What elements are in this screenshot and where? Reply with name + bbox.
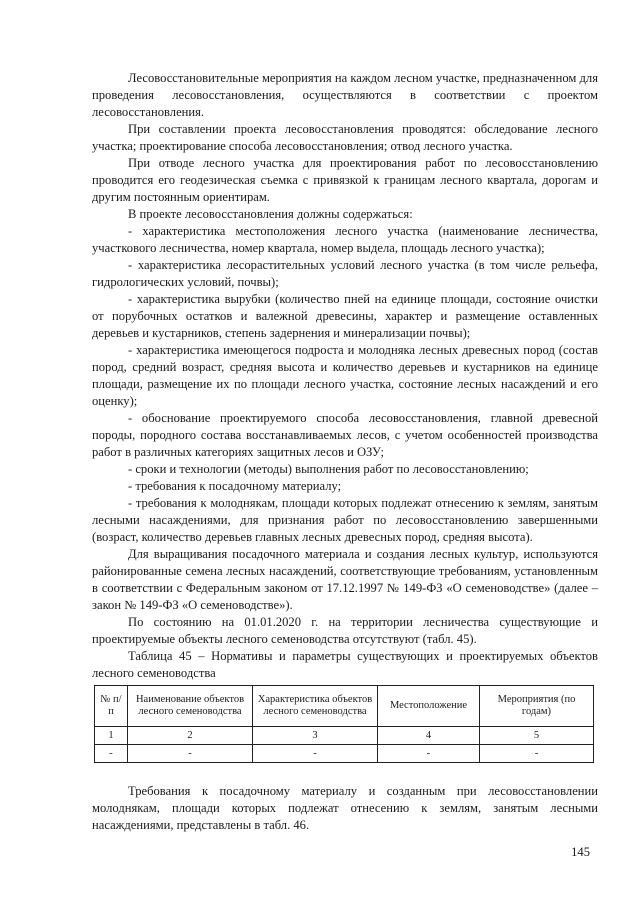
list-item: - требования к молоднякам, площади которых подлежат отнесению к землям, занятым лесными насаждениями, для признания работ по лесовосстановлению завершенными (возраст, количество деревьев главных лесных древесных пород, средняя высота). — [92, 496, 598, 544]
seed-objects-table — [94, 685, 594, 763]
header-location: Местоположение — [378, 686, 480, 727]
table-cell: - — [480, 745, 594, 763]
paragraph-seeds: Для выращивания посадочного материала и создания лесных культур, используются районированные семена лесных насаждений, соответствующие требованиям, установленным в соответствии с Федеральным законом от 17.12.1997 № 149-ФЗ «О семеноводстве» (далее – закон № 149-ФЗ «О семеноводстве»). — [92, 547, 598, 612]
list-item: - характеристика имеющегося подроста и молодняка лесных древесных пород (состав пород, средний возраст, средняя высота и количество деревьев и кустарников на единице площади, размещение их по площади лесного участка, состояние лесных насаждений и его оценку); — [92, 343, 598, 408]
document-page — [92, 70, 598, 834]
paragraph-allotment: При отводе лесного участка для проектирования работ по лесовосстановлению проводится его геодезическая съемка с привязкой к границам лесного квартала, дорогам и другим постоянным ориентирам. — [92, 156, 598, 204]
table-cell: 3 — [253, 727, 378, 745]
paragraph-status: По состоянию на 01.01.2020 г. на территории лесничества существующие и проектируемые объекты лесного семеноводства отсутствуют (табл. 45). — [92, 615, 598, 646]
table-header-row — [95, 686, 594, 727]
list-item: - характеристика лесорастительных условий лесного участка (в том числе рельефа, гидрологических условий, почвы); — [92, 258, 598, 289]
list-item: - сроки и технологии (методы) выполнения работ по лесовосстановлению; — [128, 462, 529, 476]
header-characteristics: Характеристика объектов лесного семеноводства — [253, 686, 378, 727]
header-object-name: Наименование объектов лесного семеноводства — [128, 686, 253, 727]
list-item: - обоснование проектируемого способа лесовосстановления, главной древесной породы, породного состава восстанавливаемых лесов, с учетом особенностей производства работ в различных категориях защитных лесов и ОЗУ; — [92, 411, 598, 459]
paragraph-closing: Требования к посадочному материалу и созданным при лесовосстановлении молоднякам, площади которых подлежат отнесению к землям, занятым лесными насаждениями, представлены в табл. 46. — [92, 784, 598, 832]
table-cell: - — [128, 745, 253, 763]
list-item: - характеристика вырубки (количество пней на единице площади, состояние очистки от порубочных остатков и валежной древесины, характер и размещение оставленных деревьев и кустарников, степень задернения и минерализации почвы); — [92, 292, 598, 340]
table-cell: - — [378, 745, 480, 763]
table-cell: 2 — [128, 727, 253, 745]
list-item: - требования к посадочному материалу; — [128, 479, 342, 493]
table-cell: - — [95, 745, 128, 763]
table-caption: Таблица 45 – Нормативы и параметры существующих и проектируемых объектов лесного семеноводства — [92, 649, 598, 680]
table-cell: 1 — [95, 727, 128, 745]
table-cell: 5 — [480, 727, 594, 745]
paragraph-project-steps: При составлении проекта лесовосстановления проводятся: обследование лесного участка; проектирование способа лесовосстановления; отвод лесного участка. — [92, 122, 598, 153]
table-number-row — [95, 727, 594, 745]
page-number: 145 — [571, 845, 590, 859]
table-row — [95, 745, 594, 763]
table-cell: - — [253, 745, 378, 763]
paragraph-intro: Лесовосстановительные мероприятия на каждом лесном участке, предназначенном для проведения лесовосстановления, осуществляются в соответствии с проектом лесовосстановления. — [92, 71, 598, 119]
paragraph-project-contents: В проекте лесовосстановления должны содержаться: — [128, 207, 413, 221]
table-cell: 4 — [378, 727, 480, 745]
header-number: № п/п — [95, 686, 128, 727]
list-item: - характеристика местоположения лесного участка (наименование лесничества, участкового лесничества, номер квартала, номер выдела, площадь лесного участка); — [92, 224, 598, 255]
header-measures: Мероприятия (по годам) — [480, 686, 594, 727]
